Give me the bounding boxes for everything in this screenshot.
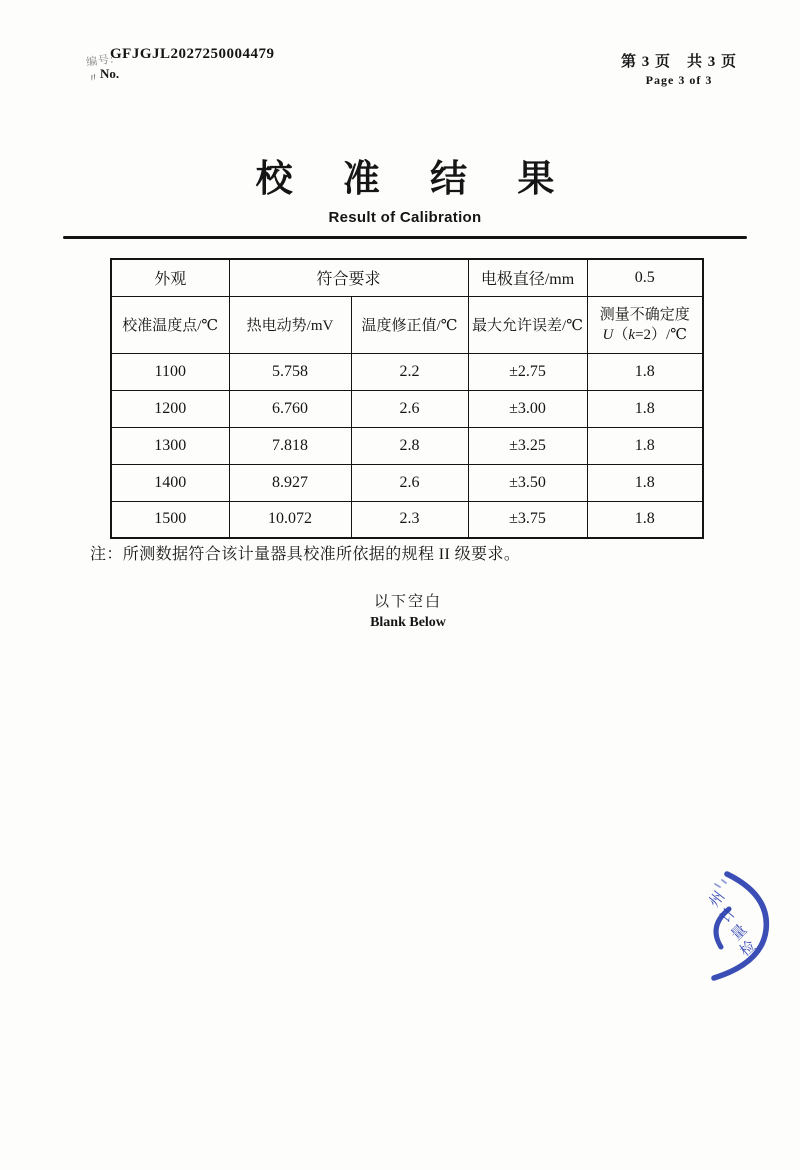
uncertainty-line2: U（k=2）/℃ <box>602 326 687 343</box>
seal-char: 州 <box>706 888 729 911</box>
blank-below-en: Blank Below <box>370 615 446 630</box>
official-seal-partial <box>694 853 800 1005</box>
handwritten-mark: 〃 <box>87 71 101 86</box>
header-cell-max-error: 最大允许误差/℃ <box>468 296 587 353</box>
cell-appearance-value: 符合要求 <box>229 259 468 296</box>
table-cell: 1.8 <box>587 353 703 390</box>
no-label <box>87 66 275 86</box>
uncertainty-line1: 测量不确定度 <box>599 306 690 323</box>
page-number-block <box>614 50 744 88</box>
table-cell: 2.2 <box>351 353 468 390</box>
table-cell: 2.3 <box>351 501 468 538</box>
table-cell: 2.6 <box>351 464 468 501</box>
seal-char: 量 <box>728 921 751 944</box>
header-cell-correction: 温度修正值/℃ <box>351 296 468 353</box>
table-cell: 8.927 <box>229 464 351 501</box>
page-number-cn: 第 3 页 共 3 页 <box>620 54 737 70</box>
page-title: 校 准 结 果 <box>255 158 575 199</box>
table-cell: 5.758 <box>229 353 351 390</box>
table-row-appearance <box>111 259 703 296</box>
seal-char: 检 <box>737 938 760 961</box>
table-cell: 1.8 <box>587 427 703 464</box>
table-row <box>111 353 703 390</box>
table-cell: ±3.25 <box>468 427 587 464</box>
table-cell: 2.8 <box>351 427 468 464</box>
seal-char: 计 <box>717 904 740 927</box>
table-cell: 1500 <box>111 501 229 538</box>
blank-below-cn: 以下空白 <box>373 594 442 610</box>
header-cell-emf: 热电动势/mV <box>229 296 351 353</box>
table-cell: 10.072 <box>229 501 351 538</box>
table-cell: 1200 <box>111 390 229 427</box>
table-row <box>111 464 703 501</box>
table-cell: 1300 <box>111 427 229 464</box>
table-cell: ±2.75 <box>468 353 587 390</box>
table-row <box>111 501 703 538</box>
table-cell: ±3.75 <box>468 501 587 538</box>
certificate-number-block <box>85 46 275 86</box>
note-text: 注：所测数据符合该计量器具校准所依据的规程 II 级要求。 <box>90 546 521 563</box>
table-cell: 1.8 <box>587 464 703 501</box>
table-cell: 1.8 <box>587 390 703 427</box>
header-cell-electrode-diameter: 电极直径/mm <box>468 259 587 296</box>
table-cell: 1.8 <box>587 501 703 538</box>
header-cell-temperature-point: 校准温度点/℃ <box>111 296 229 353</box>
certificate-number: GFJGJL2027250004479 <box>110 46 275 62</box>
no-label-text: No. <box>100 66 120 81</box>
table-cell: 1400 <box>111 464 229 501</box>
table-cell: ±3.00 <box>468 390 587 427</box>
table-cell: 2.6 <box>351 390 468 427</box>
cell-electrode-diameter-value: 0.5 <box>587 259 703 296</box>
table-cell: 7.818 <box>229 427 351 464</box>
page-title-en: Result of Calibration <box>328 209 482 226</box>
table-cell: ±3.50 <box>468 464 587 501</box>
seal-faint-mark <box>715 880 726 887</box>
header-cell-appearance: 外观 <box>111 259 229 296</box>
table-row <box>111 390 703 427</box>
blank-below-block <box>0 590 800 631</box>
table-header-row <box>111 296 703 353</box>
calibration-results-table <box>110 258 704 539</box>
table-cell: 1100 <box>111 353 229 390</box>
table-row <box>111 427 703 464</box>
table-cell: 6.760 <box>229 390 351 427</box>
ref-number-label: 编号: <box>85 53 115 69</box>
title-divider <box>63 236 747 239</box>
header-cell-uncertainty <box>587 296 703 353</box>
page-number-en: Page 3 of 3 <box>645 73 713 87</box>
title-block <box>0 148 800 226</box>
